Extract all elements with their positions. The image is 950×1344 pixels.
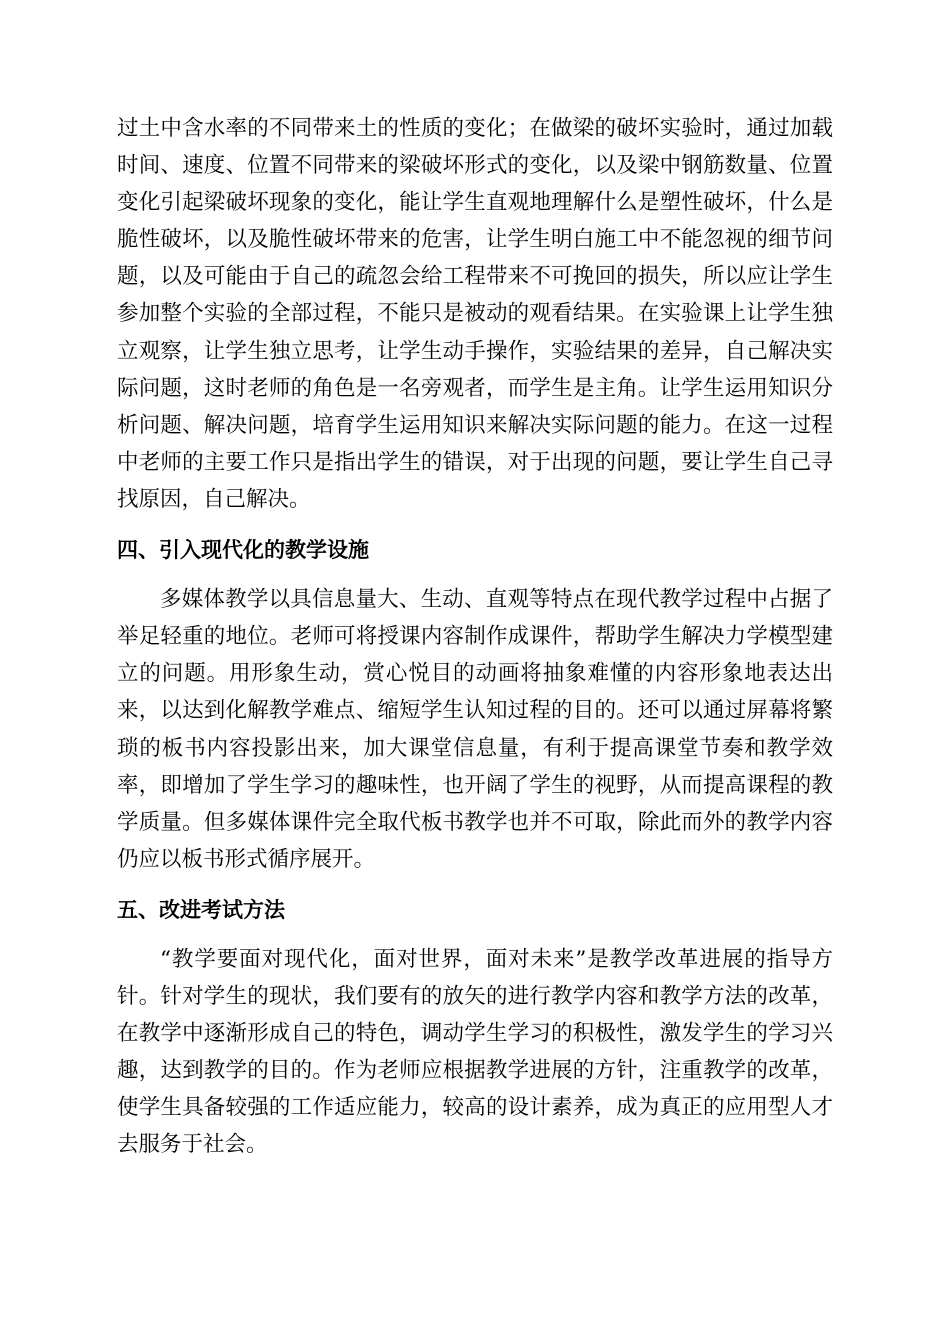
section-heading: 五、改进考试方法 <box>117 897 285 922</box>
body-paragraph: 过土中含水率的不同带来土的性质的变化；在做梁的破坏实验时，通过加载时间、速度、位置不同带来的梁破坏形式的变化，以及梁中钢筋数量、位置变化引起梁破坏现象的变化，能让学生直观地理解什么是塑性破坏，什么是脆性破坏，以及脆性破坏带来的危害，让学生明白施工中不能忽视的细节问题，以及可能由于自己的疏忽会给工程带来不可挽回的损失，所以应让学生参加整个实验的全部过程，不能只是被动的观看结果。在实验课上让学生独立观察，让学生独立思考，让学生动手操作，实验结果的差异，自己解决实际问题，这时老师的角色是一名旁观者，而学生是主角。让学生运用知识分析问题、解决问题，培育学生运用知识来解决实际问题的能力。在这一过程中老师的主要工作只是指出学生的错误，对于出现的问题，要让学生自己寻找原因，自己解决。 <box>117 116 833 512</box>
section-heading: 四、引入现代化的教学设施 <box>117 538 369 563</box>
document-page <box>117 110 833 1164</box>
body-paragraph: 多媒体教学以具信息量大、生动、直观等特点在现代教学过程中占据了举足轻重的地位。老师可将授课内容制作成课件，帮助学生解决力学模型建立的问题。用形象生动，赏心悦目的动画将抽象难懂的内容形象地表达出来，以达到化解教学难点、缩短学生认知过程的目的。还可以通过屏幕将繁琐的板书内容投影出来，加大课堂信息量，有利于提高课堂节奏和教学效率，即增加了学生学习的趣味性，也开阔了学生的视野，从而提高课程的教学质量。但多媒体课件完全取代板书教学也并不可取，除此而外的教学内容仍应以板书形式循序展开。 <box>117 587 833 872</box>
body-paragraph: “教学要面对现代化，面对世界，面对未来”是教学改革进展的指导方针。针对学生的现状，我们要有的放矢的进行教学内容和教学方法的改革，在教学中逐渐形成自己的特色，调动学生学习的积极性，激发学生的学习兴趣，达到教学的目的。作为老师应根据教学进展的方针，注重教学的改革，使学生具备较强的工作适应能力，较高的设计素养，成为真正的应用型人才去服务于社会。 <box>117 946 833 1158</box>
